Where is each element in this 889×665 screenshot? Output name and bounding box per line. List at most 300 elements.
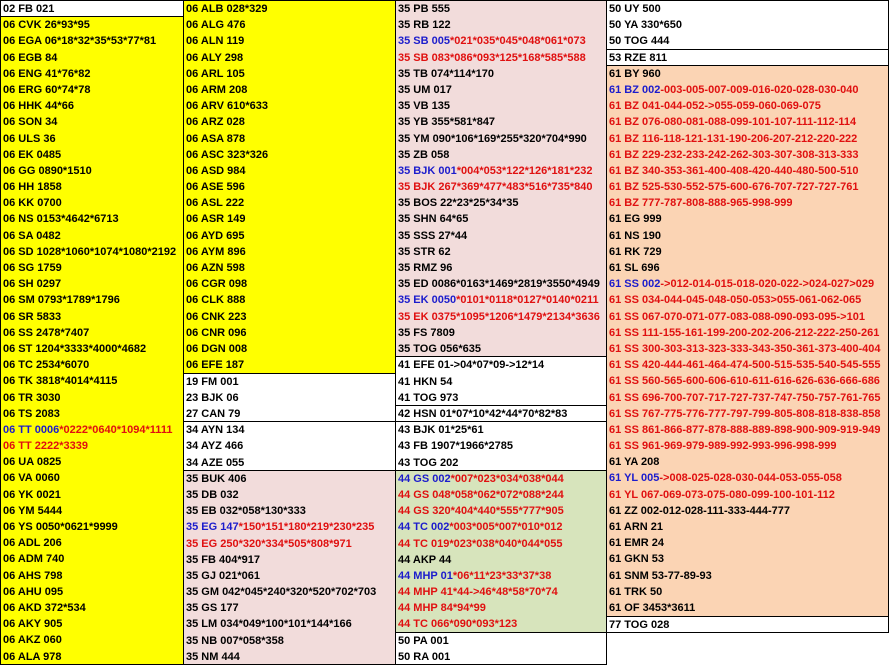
plate-entry-part: 61 SS 696-700-707-717-727-737-747-750-757-761-765	[609, 391, 881, 404]
plate-entry-part: 06 CVK 26*93*95	[3, 19, 90, 32]
plate-entry-part: 35 BJK 001	[398, 164, 457, 177]
plate-entry-part: 06 EK 0485	[3, 148, 62, 161]
plate-entry-part: 34 AYN 134	[186, 424, 245, 437]
plate-entry	[3, 632, 183, 648]
plate-entry-part: 61 GKN 53	[609, 553, 665, 566]
plate-entry	[609, 292, 888, 308]
plate-entry-part: 50 YA 330*650	[609, 19, 682, 32]
plate-entry-part: 06 SON 34	[3, 116, 58, 129]
plate-entry-part: 35 EG 250*320*334*505*808*971	[186, 537, 352, 550]
plate-entry-part: 50 RA 001	[398, 650, 451, 663]
plate-entry-part: 41 TOG 973	[398, 391, 459, 404]
plate-entry-part: 35 STR 62	[398, 245, 451, 258]
col3-block-3	[395, 421, 607, 471]
plate-entry-part: 44 MHP 41*44->46*48*58*70*74	[398, 586, 558, 599]
plate-entry	[609, 98, 888, 114]
plate-entry-part: 06 YS 0050*0621*9999	[3, 521, 118, 533]
plate-entry-part: 35 DB 032	[186, 488, 239, 501]
plate-entry-part: 06 HH 1858	[3, 181, 62, 194]
plate-entry-part: 06 ASL 222	[186, 197, 245, 210]
plate-entry	[186, 584, 395, 600]
plate-entry-part: *003*005*007*010*012	[449, 521, 563, 534]
col2-block-2	[183, 421, 396, 471]
plate-entry-part: 61 EMR 24	[609, 537, 665, 550]
plate-entry-part: 06 EGB 84	[3, 51, 58, 64]
plate-entry	[609, 82, 888, 98]
plate-entry-part: 06 KK 0700	[3, 197, 62, 210]
plate-entry	[3, 228, 183, 244]
plate-entry	[398, 471, 606, 487]
plate-entry-part: ->008-025-028-030-044-053-055-058	[659, 472, 842, 485]
plate-entry-part: 06 ARL 105	[186, 67, 245, 80]
plate-entry	[609, 50, 888, 66]
plate-entry-part: 44 TC 066*090*093*123	[398, 618, 518, 631]
plate-entry	[186, 131, 395, 147]
plate-entry	[186, 228, 395, 244]
plate-entry	[3, 406, 183, 422]
plate-entry	[3, 487, 183, 503]
plate-entry-part: 50 PA 001	[398, 634, 449, 647]
plate-entry	[609, 568, 888, 584]
plate-entry	[398, 568, 606, 584]
plate-entry-part: 02 FB 021	[3, 3, 55, 15]
plate-entry	[3, 195, 183, 211]
plate-entry	[186, 487, 395, 503]
col1-block-1	[0, 16, 184, 665]
plate-entry	[398, 50, 606, 66]
plate-entry	[609, 584, 888, 600]
plate-entry-part: 06 TT 2222*3339	[3, 440, 89, 453]
plate-entry	[186, 260, 395, 276]
plate-entry	[398, 195, 606, 211]
plate-entry-part: 35 YM 090*106*169*255*320*704*990	[398, 132, 587, 145]
plate-entry-part: 06 AKY 905	[3, 618, 63, 631]
plate-entry-part: 61 SS 420-444-461-464-474-500-515-535-540-545-555	[609, 359, 881, 372]
plate-entry-part: 06 ARV 610*633	[186, 100, 268, 113]
plate-entry	[186, 33, 395, 49]
plate-entry-part: 06 TR 3030	[3, 391, 61, 404]
plate-entry-part: 35 SB 083*086*093*125*168*585*588	[398, 51, 586, 64]
plate-entry	[186, 147, 395, 163]
plate-entry	[186, 438, 395, 454]
plate-entry	[186, 276, 395, 292]
plate-entry	[3, 179, 183, 195]
plate-entry	[3, 325, 183, 341]
plate-entry	[3, 438, 183, 454]
plate-entry-part: 61 OF 3453*3611	[609, 601, 696, 614]
plate-entry	[609, 17, 888, 33]
plate-entry-part: 61 EG 999	[609, 213, 662, 226]
plate-entry-part: 43 BJK 01*25*61	[398, 424, 484, 437]
plate-entry-part: 06 ASR 149	[186, 213, 246, 226]
plate-entry	[186, 50, 395, 66]
plate-entry-part: 06 AYM 896	[186, 245, 246, 258]
plate-entry-part: 61 BZ 041-044-052->055-059-060-069-075	[609, 100, 821, 113]
plate-entry	[609, 195, 888, 211]
plate-entry	[398, 82, 606, 98]
plate-entry-part: -003-005-007-009-016-020-028-030-040	[660, 83, 859, 96]
plate-entry	[186, 341, 395, 357]
plate-entry-part: 53 RZE 811	[609, 51, 668, 64]
plate-entry-part: 35 GM 042*045*240*320*520*702*703	[186, 586, 377, 599]
plate-entry	[186, 82, 395, 98]
plate-entry	[398, 536, 606, 552]
plate-entry-part: 06 CLK 888	[186, 294, 246, 307]
plate-entry	[609, 244, 888, 260]
plate-entry	[609, 276, 888, 292]
plate-entry	[398, 584, 606, 600]
plate-entry	[398, 633, 606, 649]
plate-entry-part: 61 YL 005	[609, 472, 660, 485]
plate-entry	[186, 1, 395, 17]
plate-entry-part: 06 ALN 119	[186, 35, 245, 48]
plate-entry-part: 06 ALY 298	[186, 51, 244, 64]
plate-entry	[398, 228, 606, 244]
plate-entry	[186, 309, 395, 325]
plate-entry-part: 06 ENG 41*76*82	[3, 67, 91, 80]
plate-entry-part: 35 FS 7809	[398, 326, 455, 339]
plate-entry	[186, 568, 395, 584]
col3-block-5	[395, 632, 607, 665]
plate-entry-part: 06 ARM 208	[186, 83, 248, 96]
plate-entry	[186, 633, 395, 649]
plate-entry-part: 35 BOS 22*23*25*34*35	[398, 197, 519, 210]
plate-entry	[3, 519, 183, 535]
plate-entry	[398, 98, 606, 114]
plate-entry	[3, 649, 183, 665]
plate-entry	[398, 163, 606, 179]
plate-entry	[3, 309, 183, 325]
plate-entry-part: 06 VA 0060	[3, 472, 60, 485]
plate-entry-part: 42 HSN 01*07*10*42*44*70*82*83	[398, 408, 568, 420]
plate-entry	[398, 552, 606, 568]
plate-entry	[3, 584, 183, 600]
plate-entry-part: 43 FB 1907*1966*2785	[398, 440, 513, 453]
plate-entry	[3, 50, 183, 66]
plate-entry	[609, 341, 888, 357]
plate-entry	[609, 373, 888, 389]
plate-entry-part: 44 GS 320*404*440*555*777*905	[398, 505, 564, 518]
plate-entry-part: 61 RK 729	[609, 245, 662, 258]
plate-entry	[3, 98, 183, 114]
plate-entry-part: 77 TOG 028	[609, 618, 670, 631]
plate-entry-part: 06 DGN 008	[186, 342, 248, 355]
plate-entry	[398, 292, 606, 308]
plate-entry-part: 35 VB 135	[398, 100, 450, 113]
plate-entry	[186, 325, 395, 341]
plate-entry-part: 61 BZ 777-787-808-888-965-998-999	[609, 197, 793, 210]
plate-entry-part: 06 YK 0021	[3, 488, 61, 501]
plate-entry-part: 50 TOG 444	[609, 35, 670, 48]
col3-block-1	[395, 356, 607, 406]
plate-entry	[3, 503, 183, 519]
plate-entry	[3, 211, 183, 227]
plate-entry	[186, 17, 395, 33]
plate-entry-part: 06 YM 5444	[3, 504, 63, 517]
plate-entry-part: 44 AKP 44	[398, 553, 452, 566]
plate-entry	[186, 471, 395, 487]
plate-entry-part: 06 AHU 095	[3, 585, 64, 598]
plate-entry-part: 61 BZ 076-080-081-088-099-101-107-111-112-114	[609, 116, 857, 129]
plate-entry	[186, 552, 395, 568]
plate-entry-part: 61 NS 190	[609, 229, 661, 242]
plate-entry	[398, 374, 606, 390]
plate-entry-part: 06 SM 0793*1789*1796	[3, 294, 120, 307]
plate-entry-part: 06 ASC 323*326	[186, 148, 269, 161]
plate-entry-part: 61 SL 696	[609, 262, 660, 275]
plate-entry	[3, 114, 183, 130]
plate-entry-part: 61 YL 067-069-073-075-080-099-100-101-112	[609, 488, 835, 501]
plate-entry-part: 43 TOG 202	[398, 456, 459, 469]
plate-entry-part: 06 ALB 028*329	[186, 3, 268, 15]
plate-entry	[609, 114, 888, 130]
plate-entry-part: 06 TC 2534*6070	[3, 359, 90, 372]
plate-entry	[3, 1, 183, 17]
plate-entry-part: 06 TK 3818*4014*4115	[3, 375, 118, 388]
plate-entry	[3, 373, 183, 389]
plate-entry-part: 35 YB 355*581*847	[398, 116, 496, 129]
plate-entry-part: 61 SNM 53-77-89-93	[609, 569, 712, 582]
plate-entry	[3, 600, 183, 616]
plate-entry-part: 06 GG 0890*1510	[3, 164, 92, 177]
plate-entry-part: 35 EK 0050	[398, 294, 457, 307]
plate-entry-part: 61 SS 861-866-877-878-888-889-898-900-909-919-949	[609, 423, 881, 436]
plate-entry-part: 61 SS 034-044-045-048-050-053>055-061-062-065	[609, 294, 862, 307]
plate-entry-part: 06 CGR 098	[186, 278, 248, 291]
plate-entry	[609, 309, 888, 325]
plate-entry-part: 61 TRK 50	[609, 585, 663, 598]
plate-entry	[398, 422, 606, 438]
plate-entry-part: 44 MHP 01	[398, 569, 453, 582]
plate-entry	[609, 1, 888, 17]
plate-entry	[186, 195, 395, 211]
plate-entry-part: 35 TB 074*114*170	[398, 67, 495, 80]
plate-entry-part: 44 GS 002	[398, 472, 451, 485]
plate-entry-part: 23 BJK 06	[186, 391, 239, 404]
plate-entry	[398, 503, 606, 519]
plate-entry-part: 19 FM 001	[186, 375, 239, 388]
plate-entry-part: 35 EK 0375*1095*1206*1479*2134*3636	[398, 310, 600, 323]
plate-entry-part: 06 SS 2478*7407	[3, 326, 90, 339]
plate-entry	[3, 422, 183, 438]
plate-entry	[3, 535, 183, 551]
plate-entry	[3, 244, 183, 260]
plate-entry-part: 06 EFE 187	[186, 359, 245, 372]
plate-entry-part: 06 AKD 372*534	[3, 601, 86, 614]
plate-entry	[398, 33, 606, 49]
plate-entry	[398, 455, 606, 471]
plate-entry-part: 34 AYZ 466	[186, 440, 244, 453]
plate-entry	[3, 454, 183, 470]
plate-entry	[398, 260, 606, 276]
plate-entry	[186, 357, 395, 373]
plate-entry-part: 35 GJ 021*061	[186, 569, 261, 582]
plate-entry	[609, 454, 888, 470]
plate-entry	[609, 390, 888, 406]
plate-entry-part: 35 ZB 058	[398, 148, 450, 161]
plate-entry	[3, 163, 183, 179]
plate-entry-part: 06 ERG 60*74*78	[3, 83, 91, 96]
plate-entry-part: 35 BJK 267*369*477*483*516*735*840	[398, 181, 593, 194]
col3-block-4	[395, 470, 607, 633]
plate-entry	[3, 341, 183, 357]
plate-entry	[3, 17, 183, 33]
plate-entry	[3, 551, 183, 567]
plate-entry	[398, 17, 606, 33]
plate-entry	[609, 66, 888, 82]
plate-entry-part: 61 BZ 002	[609, 83, 661, 96]
plate-entry-part: 06 ADL 206	[3, 537, 62, 550]
plate-entry	[398, 309, 606, 325]
plate-entry-part: *021*035*045*048*061*073	[449, 35, 586, 48]
plate-entry-part: 06 ST 1204*3333*4000*4682	[3, 342, 147, 355]
col4-block-0	[606, 0, 889, 50]
plate-entry	[186, 503, 395, 519]
plate-entry-part: 06 ARZ 028	[186, 116, 245, 129]
plate-entry-part: 27 CAN 79	[186, 407, 241, 420]
plate-entry-part: 35 NB 007*058*358	[186, 634, 284, 647]
plate-entry	[609, 487, 888, 503]
plate-entry-part: 35 SSS 27*44	[398, 229, 468, 242]
plate-entry	[609, 519, 888, 535]
plate-entry	[398, 276, 606, 292]
plate-entry-part: *007*023*034*038*044	[450, 472, 564, 485]
plate-entry	[3, 260, 183, 276]
plate-entry	[398, 600, 606, 616]
plate-entry-part: 34 AZE 055	[186, 456, 245, 469]
plate-entry	[186, 244, 395, 260]
plate-entry	[398, 357, 606, 373]
plate-entry-part: *0222*0640*1094*1111	[59, 423, 173, 436]
plate-entry-part: 61 ARN 21	[609, 521, 664, 534]
plate-entry-part: 61 BZ 340-353-361-400-408-420-440-480-500-510	[609, 164, 859, 177]
plate-entry	[186, 649, 395, 665]
plate-entry	[3, 357, 183, 373]
plate-entry-part: 06 EGA 06*18*32*35*53*77*81	[3, 35, 157, 48]
plate-entry-part: 06 NS 0153*4642*6713	[3, 213, 119, 226]
plate-entry	[609, 535, 888, 551]
plate-entry	[186, 455, 395, 471]
plate-entry	[398, 390, 606, 406]
plate-entry	[398, 487, 606, 503]
plate-entry-part: 06 ASD 984	[186, 164, 246, 177]
plate-entry	[3, 33, 183, 49]
plate-entry-part: *150*151*180*219*230*235	[238, 521, 375, 534]
plate-entry-part: 06 UA 0825	[3, 456, 62, 469]
plate-entry-part: 61 BZ 116-118-121-131-190-206-207-212-220-222	[609, 132, 858, 145]
plate-entry-part: 06 HHK 44*66	[3, 100, 74, 113]
plate-entry	[186, 211, 395, 227]
plate-entry	[609, 260, 888, 276]
plate-entry	[398, 649, 606, 665]
plate-entry-part: *004*053*122*126*181*232	[456, 164, 593, 177]
plate-entry-part: 06 AYD 695	[186, 229, 245, 242]
plate-entry	[3, 66, 183, 82]
plate-entry	[609, 33, 888, 49]
plate-entry-part: 06 ADM 740	[3, 553, 65, 566]
plate-entry	[398, 341, 606, 357]
plate-entry	[186, 616, 395, 632]
plate-entry-part: 61 SS 002	[609, 278, 661, 291]
plate-entry	[609, 131, 888, 147]
plate-entry-part: 44 TC 019*023*038*040*044*055	[398, 537, 563, 550]
col2-block-1	[183, 373, 396, 423]
plate-entry	[609, 438, 888, 454]
plate-entry-part: 50 UY 500	[609, 3, 661, 15]
plate-entry	[398, 1, 606, 17]
plate-entry-part: 35 ED 0086*0163*1469*2819*3550*4949	[398, 278, 600, 291]
plate-entry	[609, 147, 888, 163]
plate-entry	[3, 568, 183, 584]
plate-entry-part: 35 EB 032*058*130*333	[186, 505, 306, 518]
plate-entry-part: 06 ASE 596	[186, 181, 245, 194]
plate-entry-part: 06 SR 5833	[3, 310, 62, 323]
plate-entry	[3, 131, 183, 147]
plate-entry-part: 61 ZZ 002-012-028-111-333-444-777	[609, 504, 791, 517]
plate-entry-part: 41 EFE 01->04*07*09->12*14	[398, 359, 545, 372]
plate-entry-part: 61 BY 960	[609, 67, 661, 80]
col2-block-0	[183, 0, 396, 374]
plate-entry-part: 44 GS 048*058*062*072*088*244	[398, 488, 564, 501]
plate-entry	[186, 390, 395, 406]
plate-entry-part: 35 TOG 056*635	[398, 342, 481, 355]
plate-entry-part: 61 SS 300-303-313-323-333-343-350-361-373-400-404	[609, 342, 881, 355]
plate-entry	[3, 292, 183, 308]
plate-entry-part: 61 SS 560-565-600-606-610-611-616-626-636-666-686	[609, 375, 880, 388]
plate-entry	[398, 438, 606, 454]
plate-entry-part: 35 PB 555	[398, 3, 450, 15]
plate-entry	[609, 422, 888, 438]
plate-entry-part: 06 AHS 798	[3, 569, 63, 582]
col4-block-1	[606, 49, 889, 66]
plate-entry-part: 44 TC 002	[398, 521, 450, 534]
col1-block-0	[0, 0, 184, 17]
plate-entry-part: 35 LM 034*049*100*101*144*166	[186, 618, 352, 631]
plate-entry	[3, 390, 183, 406]
plate-entry	[3, 147, 183, 163]
col3-block-2	[395, 405, 607, 422]
plate-entry	[186, 66, 395, 82]
plate-entry	[398, 519, 606, 535]
plate-entry-part: 35 BUK 406	[186, 472, 247, 485]
plate-entry-part: 35 EG 147	[186, 521, 239, 534]
plate-entry-part: 06 ALA 978	[3, 650, 62, 663]
plate-entry	[3, 276, 183, 292]
plate-entry	[609, 600, 888, 616]
plate-entry-part: 06 ULS 36	[3, 132, 56, 145]
plate-entry-part: 35 FB 404*917	[186, 553, 260, 566]
plate-entry-part: 35 RMZ 96	[398, 262, 453, 274]
plate-entry	[186, 114, 395, 130]
plate-entry-part: 06 TS 2083	[3, 407, 60, 420]
plate-entry-part: 06 SH 0297	[3, 278, 62, 291]
col4-block-3	[606, 616, 889, 633]
plate-entry	[186, 292, 395, 308]
col2-block-3	[183, 470, 396, 665]
plate-entry	[398, 131, 606, 147]
plate-entry-part: 06 AZN 598	[186, 262, 245, 274]
plate-entry	[609, 325, 888, 341]
plate-entry-part: 61 BZ 229-232-233-242-262-303-307-308-313-333	[609, 148, 859, 161]
plate-entry	[186, 600, 395, 616]
plate-entry	[609, 551, 888, 567]
plate-entry-part: 35 GS 177	[186, 602, 239, 615]
plate-entry	[186, 163, 395, 179]
plate-entry-part: 61 SS 111-155-161-199-200-202-206-212-222-250-261	[609, 326, 880, 339]
plate-entry	[609, 357, 888, 373]
plate-entry-part: 06 SD 1028*1060*1074*1080*2192	[3, 245, 177, 258]
plate-entry	[398, 244, 606, 260]
